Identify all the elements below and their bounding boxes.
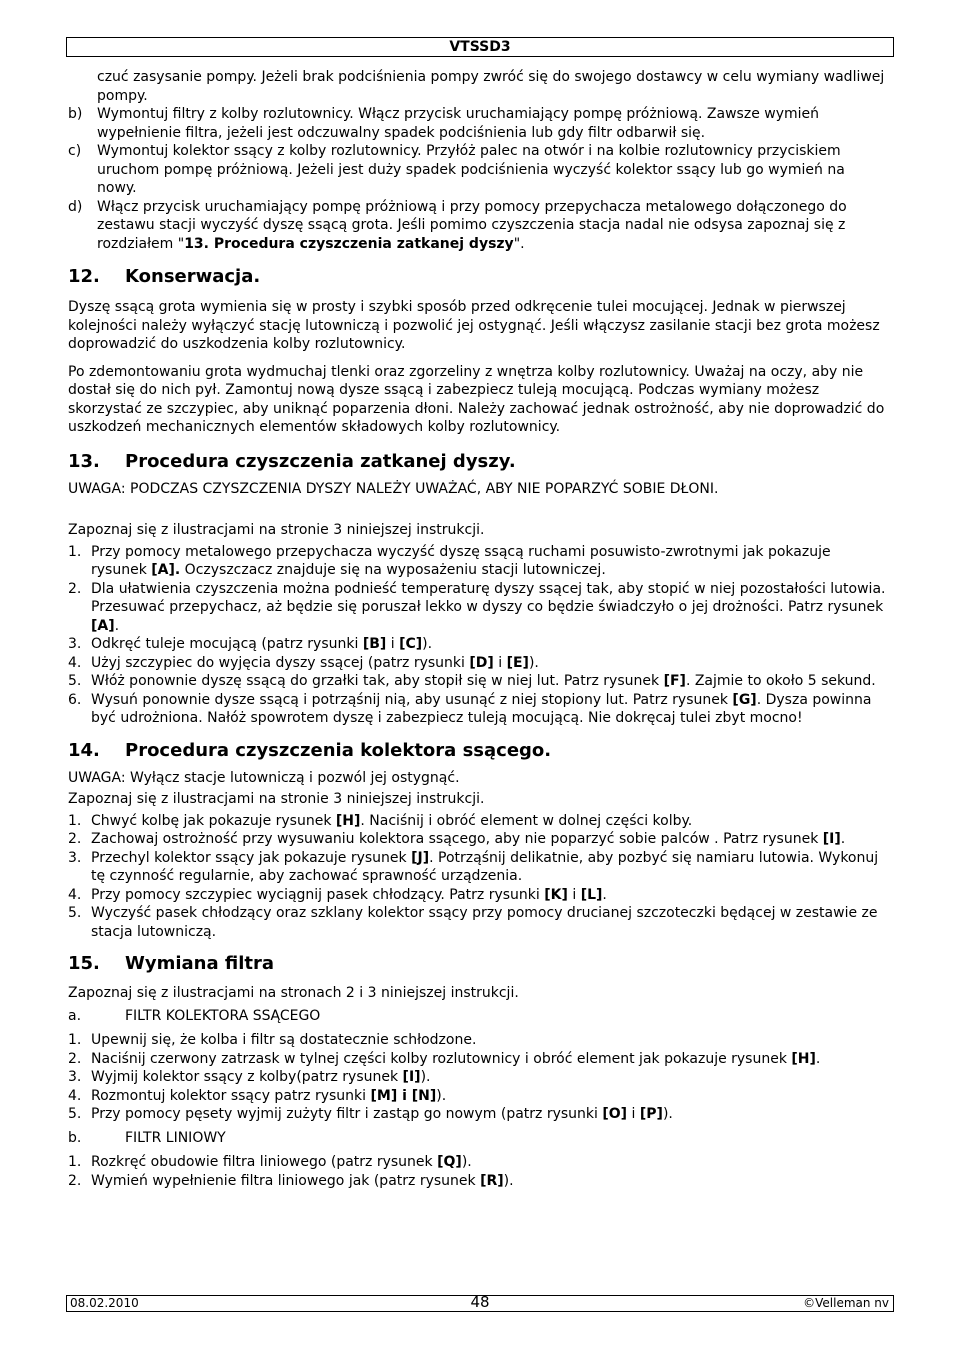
warning-text: UWAGA: PODCZAS CZYSZCZENIA DYSZY NALEŻY UWAŻAĆ, ABY NIE POPARZYĆ SOBIE DŁONI.	[68, 480, 719, 497]
list-item: 1. Rozkręć obudowie filtra liniowego (patrz rysunek [Q]).	[68, 1154, 472, 1170]
list-item: 5. Włóż ponownie dyszę ssącą do grzałki tak, aby stopił się w niej lut. Patrz rysunek [F]. Zajmie to około 5 sekund.	[68, 673, 876, 689]
list-marker: c)	[68, 143, 82, 159]
list-text: Wymontuj filtry z kolby rozlutownicy. Włącz przycisk uruchamiający pompę próżniową. Zawsze wymień wypełnienie filtra, jeżeli jest odczuwalny spadek podciśnienia lub gdy filtr odbarwił się.	[97, 106, 820, 141]
section-heading-15: 15. Wymiana filtra	[68, 953, 275, 974]
list-item	[68, 142, 886, 198]
subsection-label: b. FILTR LINIOWY	[68, 1129, 226, 1146]
list-item: 1. Chwyć kolbę jak pokazuje rysunek [H]. Naciśnij i obróć element w dolnej części kolby.	[68, 812, 693, 829]
list-item: 3. Wyjmij kolektor ssący z kolby(patrz rysunek [I]).	[68, 1069, 431, 1085]
list-item: 2. Wymień wypełnienie filtra liniowego jak (patrz rysunek [R]).	[68, 1172, 514, 1189]
paragraph: Zapoznaj się z ilustracjami na stronach 2 i 3 niniejszej instrukcji.	[68, 985, 519, 1001]
section-heading-14: 14. Procedura czyszczenia kolektora ssącego.	[68, 739, 552, 761]
page-number: 48	[470, 1293, 490, 1311]
paragraph: Zapoznaj się z ilustracjami na stronie 3 niniejszej instrukcji.	[68, 791, 485, 807]
paragraph: Po zdemontowaniu grota wydmuchaj tlenki oraz zgorzeliny z wnętrza kolby rozlutownicy. Uważaj na oczy, aby nie dostał się do nich pył. Zamontuj nową dysze ssącą i zabezpiecz tuleją mocującą. Podczas wymiany możesz skorzystać ze szczypiec, aby uniknąć poparzenia dłoni. Należy zachować jednak ostrożność, aby nie doprowadzić do uszkodzeń mechanicznych elementów składowych kolby rozlutownicy.	[68, 363, 885, 435]
list-item	[68, 198, 886, 254]
list-item: 4. Przy pomocy szczypiec wyciągnij pasek chłodzący. Patrz rysunki [K] i [L].	[68, 886, 607, 903]
list-item: 3. Odkręć tuleje mocującą (patrz rysunki [B] i [C]).	[68, 636, 433, 652]
list-marker: d)	[68, 198, 83, 215]
list-item: 3. Przechyl kolektor ssący jak pokazuje rysunek [J]. Potrząśnij delikatnie, aby pozbyć się namiaru lutowia. Wykonuj tę czynność regularnie, aby zachować sprawność urządzenia.	[68, 849, 879, 884]
footer-copyright: ©Velleman nv	[803, 1296, 889, 1310]
list-item: 1. Przy pomocy metalowego przepychacza wyczyść dyszę ssącą ruchami posuwisto-zwrotnymi jak pokazuje rysunek [A]. Oczyszczacz znajduje się na wyposażeniu stacji lutowniczej.	[68, 543, 831, 578]
list-marker	[68, 68, 97, 105]
page-footer	[66, 1295, 894, 1312]
list-text: Wymontuj kolektor ssący z kolby rozlutownicy. Przyłóż palec na otwór i na kolbie rozlutownicy przyciskiem uruchom pompę próżniową. Jeżeli jest duży spadek podciśnienia wyczyść kolektor ssący lub go wymień na nowy.	[97, 143, 845, 196]
list-item: 6. Wysuń ponownie dysze ssącą i potrząśnij nią, aby usunąć z niej stopiony lut. Patrz rysunek [G]. Dysza powinna być udrożniona. Nałóż spowrotem dyszę i zabezpiecz tuleją mocującą. Nie dokręcaj tulei zbyt mocno!	[68, 691, 872, 726]
warning-text: UWAGA: Wyłącz stacje lutowniczą i pozwól jej ostygnąć.	[68, 769, 460, 786]
list-item: 2. Naciśnij czerwony zatrzask w tylnej części kolby rozlutownicy i obróć element jak pokazuje rysunek [H].	[68, 1050, 821, 1067]
list-item: 4. Użyj szczypiec do wyjęcia dyszy ssącej (patrz rysunki [D] i [E]).	[68, 654, 539, 671]
page-header	[66, 37, 894, 57]
list-marker: b)	[68, 106, 83, 122]
list-item	[68, 105, 886, 142]
list-item: 5. Przy pomocy pęsety wyjmij zużyty filtr i zastąp go nowym (patrz rysunki [O] i [P]).	[68, 1106, 673, 1122]
list-item: 5. Wyczyść pasek chłodzący oraz szklany kolektor ssący przy pomocy drucianej szczoteczki będącej w zestawie ze stacja lutowniczą.	[68, 905, 878, 940]
footer-date: 08.02.2010	[70, 1296, 139, 1310]
list-item: 1. Upewnij się, że kolba i filtr są dostatecznie schłodzone.	[68, 1032, 477, 1048]
list-text: Włącz przycisk uruchamiający pompę próżniową i przy pomocy przepychacza metalowego dołączonego do zestawu stacji wyczyść dyszę ssącą grota. Jeśli pomimo czyszczenia stacja nadal nie odsysa zapoznaj się z rozdziałem "13. Procedura czyszczenia zatkanej dyszy".	[97, 198, 847, 252]
list-item	[68, 68, 886, 105]
list-item: 4. Rozmontuj kolektor ssący patrz rysunki [M] i [N]).	[68, 1087, 447, 1104]
section-heading-13: 13. Procedura czyszczenia zatkanej dyszy.	[68, 450, 516, 472]
list-item: 2. Zachowaj ostrożność przy wysuwaniu kolektora ssącego, aby nie poparzyć sobie palców . Patrz rysunek [I].	[68, 831, 846, 847]
list-item: 2. Dla ułatwienia czyszczenia można podnieść temperaturę dyszy ssącej tak, aby stopić w niej pozostałości lutowia. Przesuwać przepychacz, aż będzie się poruszał lekko w dyszy co będzie świadczyło o jej drożności. Patrz rysunek [A].	[68, 580, 886, 634]
list-text: czuć zasysanie pompy. Jeżeli brak podciśnienia pompy zwróć się do swojego dostawcy w celu wymiany wadliwej pompy.	[97, 69, 885, 104]
page-content	[68, 68, 886, 1190]
paragraph: Zapoznaj się z ilustracjami na stronie 3 niniejszej instrukcji.	[68, 522, 485, 538]
section-heading-12: 12. Konserwacja.	[68, 266, 261, 287]
cross-reference: 13. Procedura czyszczenia zatkanej dyszy	[184, 235, 514, 252]
paragraph: Dyszę ssącą grota wymienia się w prosty i szybki sposób przed odkręcenie tulei mocującej. Jednak w pierwszej kolejności należy wyłączyć stację lutowniczą i pozwolić jej ostygnąć. Jeśli włączysz zasilanie stacji bez grota możesz doprowadzić do uszkodzenia kolby rozlutownicy.	[68, 299, 880, 352]
subsection-label: a. FILTR KOLEKTORA SSĄCEGO	[68, 1007, 321, 1024]
model-name: VTSSD3	[449, 39, 511, 55]
